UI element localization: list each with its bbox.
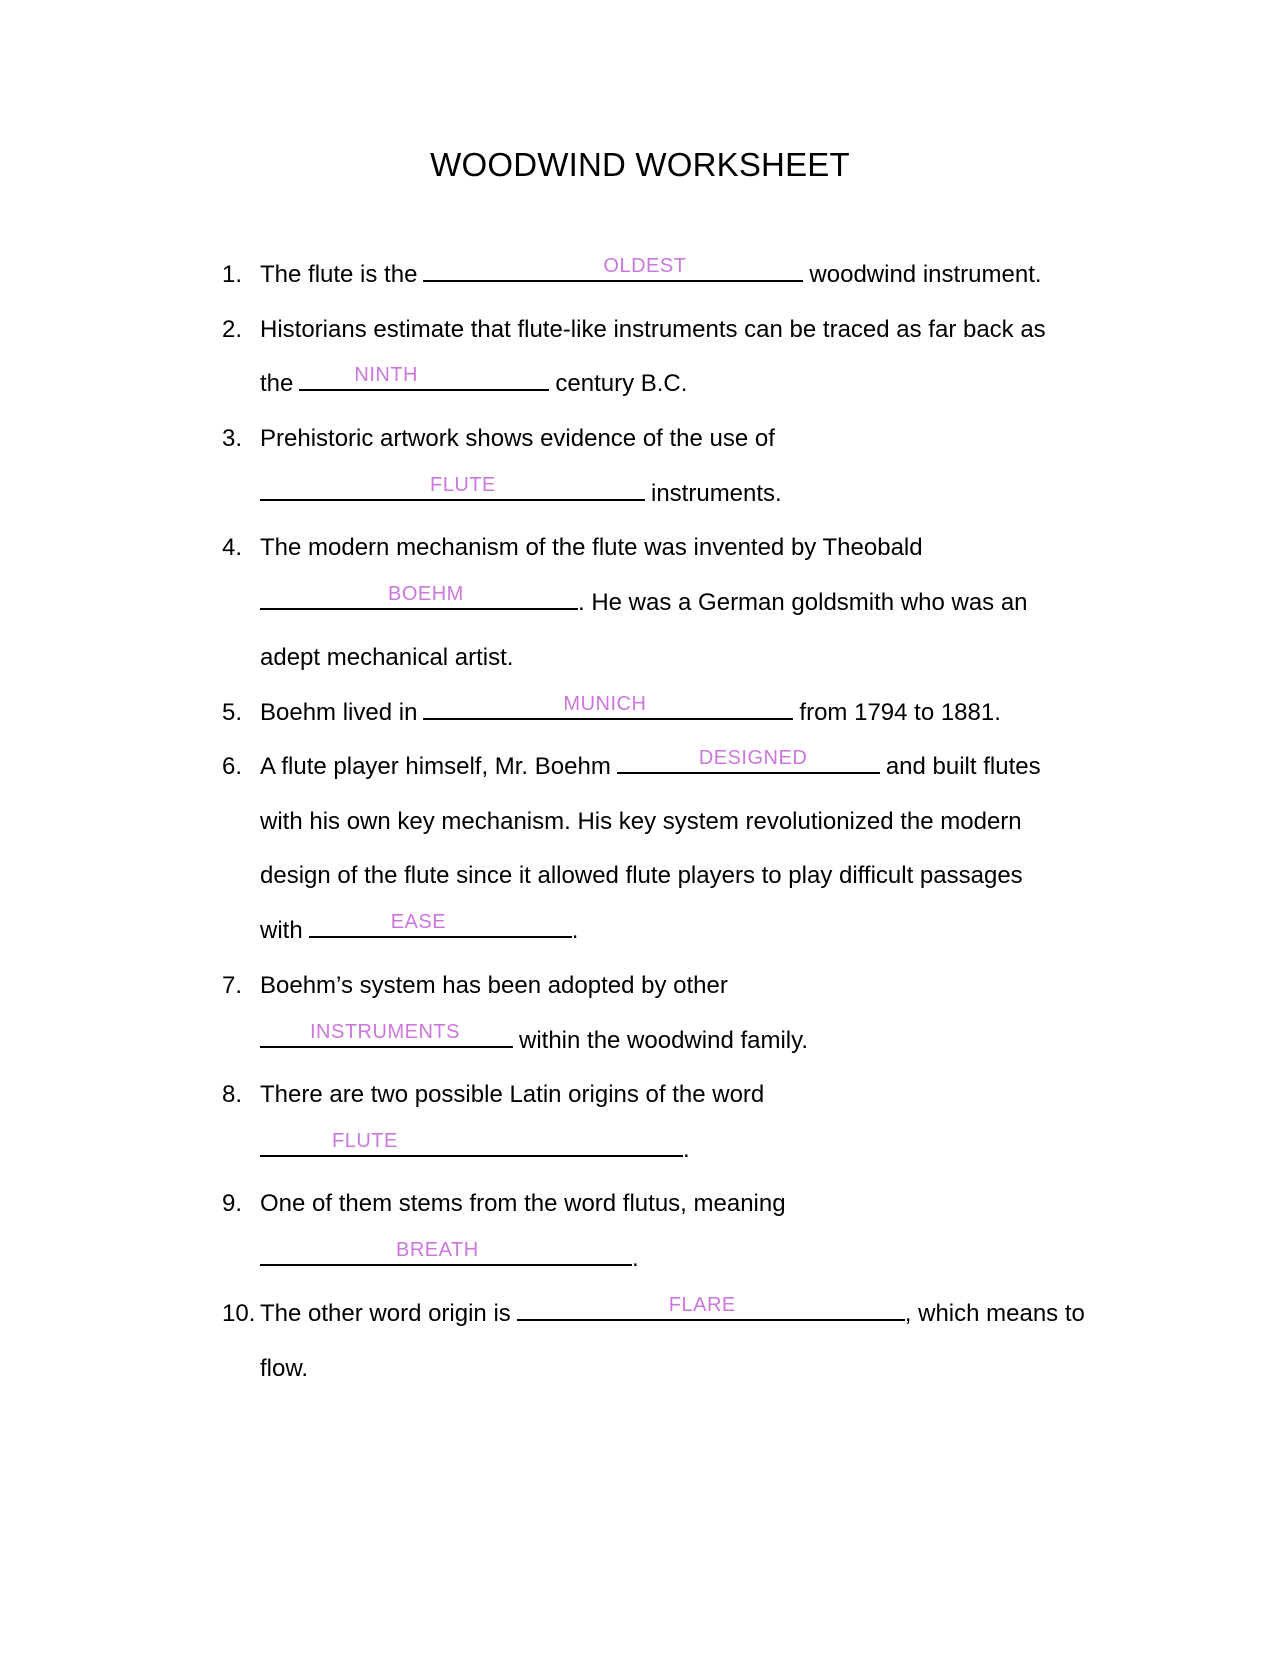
answer-text: EASE — [390, 911, 447, 933]
answer-text: OLDEST — [603, 255, 687, 277]
question-10-line-1 — [260, 1294, 1085, 1334]
question-text: Boehm’s system has been adopted by other — [260, 972, 728, 999]
question-text-before: The other word origin is — [260, 1300, 511, 1327]
answer-blank-1 — [423, 255, 803, 282]
question-9-line-1 — [260, 1184, 786, 1224]
question-text: The modern mechanism of the flute was invented by Theobald — [260, 534, 923, 561]
answer-text: BREATH — [396, 1239, 479, 1261]
question-text-after: , which means to — [904, 1300, 1085, 1327]
question-text-after: . — [571, 917, 579, 944]
answer-text: NINTH — [354, 364, 418, 386]
answer-blank-7 — [260, 1021, 513, 1048]
question-text-after: woodwind instrument. — [809, 261, 1042, 288]
question-3-line-2 — [260, 474, 782, 514]
answer-blank-10 — [517, 1294, 905, 1321]
question-text-after: . — [683, 1136, 690, 1163]
question-text-after: . — [632, 1245, 639, 1272]
question-text: There are two possible Latin origins of the word — [260, 1081, 765, 1108]
question-number-7: 7. — [222, 972, 243, 999]
question-text: flow. — [260, 1355, 309, 1382]
question-text: One of them stems from the word flutus, meaning — [260, 1190, 786, 1217]
question-text-after: and built flutes — [885, 753, 1041, 780]
question-number-5: 5. — [222, 699, 243, 726]
question-text-before: the — [260, 370, 294, 397]
question-text-before: with — [260, 917, 303, 944]
question-8-line-1 — [260, 1075, 764, 1115]
question-text: design of the flute since it allowed flute players to play difficult passages — [260, 862, 1023, 889]
answer-blank-9 — [260, 1239, 632, 1266]
answer-text: FLUTE — [332, 1130, 398, 1152]
question-4-line-3 — [260, 638, 513, 678]
question-6-line-1 — [260, 747, 1041, 787]
question-text-after: from 1794 to 1881. — [799, 699, 1001, 726]
answer-text: BOEHM — [388, 583, 464, 605]
answer-blank-5 — [423, 693, 793, 720]
answer-blank-6 — [617, 747, 880, 774]
question-number-1: 1. — [222, 261, 243, 288]
answer-text: INSTRUMENTS — [310, 1021, 460, 1043]
question-number-3: 3. — [222, 425, 243, 452]
question-2-line-1 — [260, 310, 1046, 350]
question-text: Prehistoric artwork shows evidence of the use of — [260, 425, 775, 452]
question-number-8: 8. — [222, 1081, 243, 1108]
question-number-10: 10. — [222, 1300, 256, 1327]
answer-text: FLUTE — [430, 474, 496, 496]
question-6-line-2 — [260, 802, 1022, 842]
question-text-before: A flute player himself, Mr. Boehm — [260, 753, 611, 780]
question-text-before: Boehm lived in — [260, 699, 418, 726]
answer-blank-4 — [260, 583, 578, 610]
question-4-line-1 — [260, 528, 923, 568]
question-4-line-2 — [260, 583, 1028, 623]
question-6-line-4 — [260, 911, 578, 951]
question-6-line-3 — [260, 856, 1023, 896]
question-10-line-2 — [260, 1349, 308, 1389]
answer-blank-6 — [309, 911, 572, 938]
question-5-line-1 — [260, 693, 1001, 733]
question-number-6: 6. — [222, 753, 243, 780]
answer-blank-8 — [260, 1130, 683, 1157]
question-text-after: . He was a German goldsmith who was an — [578, 589, 1028, 616]
question-text-after: within the woodwind family. — [519, 1027, 809, 1054]
question-number-9: 9. — [222, 1190, 243, 1217]
question-8-line-2 — [260, 1130, 690, 1170]
question-text: Historians estimate that flute-like instruments can be traced as far back as — [260, 316, 1046, 343]
question-text: adept mechanical artist. — [260, 644, 514, 671]
question-7-line-2 — [260, 1021, 808, 1061]
question-text-after: century B.C. — [555, 370, 688, 397]
question-number-4: 4. — [222, 534, 243, 561]
question-text-after: instruments. — [651, 480, 782, 507]
question-1-line-1 — [260, 255, 1042, 295]
question-2-line-2 — [260, 364, 687, 404]
answer-text: MUNICH — [563, 693, 647, 715]
answer-text: DESIGNED — [698, 747, 808, 769]
question-text: with his own key mechanism. His key system revolutionized the modern — [260, 808, 1022, 835]
question-3-line-1 — [260, 419, 775, 459]
answer-blank-2 — [299, 364, 549, 391]
question-number-2: 2. — [222, 316, 243, 343]
answer-text: FLARE — [668, 1294, 736, 1316]
page-title: WOODWIND WORKSHEET — [430, 146, 850, 183]
question-9-line-2 — [260, 1239, 639, 1279]
answer-blank-3 — [260, 474, 645, 501]
question-text-before: The flute is the — [260, 261, 418, 288]
question-7-line-1 — [260, 966, 728, 1006]
